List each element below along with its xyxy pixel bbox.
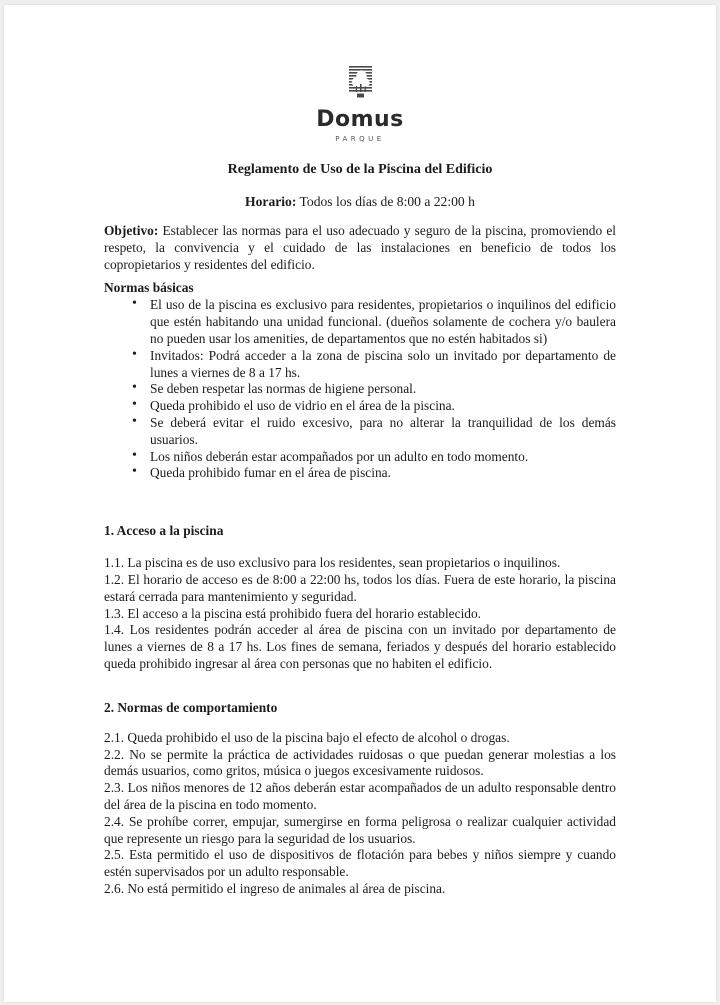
domus-logo-icon xyxy=(349,66,372,99)
bullet-text: Queda prohibido fumar en el área de piscina. xyxy=(150,465,391,481)
document-page xyxy=(4,5,716,1002)
numbered-item: 1.4. Los residentes podrán acceder al área de piscina con un invitado por departamento de lunes a viernes de 8 a 17 hs. Los fines de semana, feriados y después del horario establecido queda prohibido ingresar al área con personas que no habiten el edificio. xyxy=(104,622,616,671)
numbered-item: 1.1. La piscina es de uso exclusivo para los residentes, sean propietarios o inquilinos. xyxy=(104,555,561,571)
numbered-item: 2.4. Se prohíbe correr, empujar, sumergirse en forma peligrosa o realizar cualquier actividad que represente un riesgo para la seguridad de los usuarios. xyxy=(104,813,616,846)
numbered-item: 1.2. El horario de acceso es de 8:00 a 22:00 hs, todos los días. Fuera de este horario, la piscina estará cerrada para mantenimiento y seguridad. xyxy=(104,571,616,604)
numbered-item: 2.3. Los niños menores de 12 años deberán estar acompañados de un adulto responsable dentro del área de la piscina en todo momento. xyxy=(104,780,616,812)
bullet-text: Los niños deberán estar acompañados por un adulto en todo momento. xyxy=(150,448,529,464)
numbered-item: 2.6. No está permitido el ingreso de animales al área de piscina. xyxy=(104,880,446,896)
bullet-item xyxy=(104,449,616,466)
bullet-icon: • xyxy=(132,296,137,312)
numbered-item: 2.1. Queda prohibido el uso de la piscina bajo el efecto de alcohol o drogas. xyxy=(104,729,510,745)
numbered-item: 2.5. Esta permitido el uso de dispositivos de flotación para bebes y niños siempre y cuando estén supervisados por un adulto responsable. xyxy=(104,847,616,880)
bullet-icon: • xyxy=(132,464,137,480)
bullet-text: Queda prohibido el uso de vidrio en el área de la piscina. xyxy=(150,398,455,414)
basic-rules-heading: Normas básicas xyxy=(104,280,194,296)
letterhead xyxy=(4,5,716,144)
bullet-icon: • xyxy=(132,346,137,362)
document-body xyxy=(104,223,616,898)
schedule-text: Todos los días de 8:00 a 22:00 h xyxy=(299,194,475,209)
section-2-body xyxy=(104,730,616,898)
bullet-text: Invitados: Podrá acceder a la zona de piscina solo un invitado por departamento de lunes a viernes de 8 a 17 hs. xyxy=(150,347,616,380)
numbered-item: 2.2. No se permite la práctica de actividades ruidosas o que puedan generar molestias a los demás usuarios, como gritos, música o juegos excesivamente ruidosos. xyxy=(104,746,616,779)
bullet-icon: • xyxy=(132,380,137,396)
brand-wordmark: Domus xyxy=(316,107,404,132)
bullet-item xyxy=(104,381,616,398)
bullet-icon: • xyxy=(132,447,137,463)
bullet-item xyxy=(104,415,616,449)
objective-text: Establecer las normas para el uso adecuado y seguro de la piscina, promoviendo el respeto, la convivencia y el cuidado de las instalaciones en beneficio de todos los copropietarios y residentes del edificio. xyxy=(104,223,616,272)
bullet-item xyxy=(104,348,616,382)
basic-rules-list xyxy=(104,297,616,482)
section-2-heading: 2. Normas de comportamiento xyxy=(104,699,278,715)
bullet-text: Se deben respetar las normas de higiene personal. xyxy=(150,381,417,397)
bullet-item xyxy=(104,297,616,347)
brand-subtitle: PARQUE xyxy=(335,135,385,143)
bullet-text: Se deberá evitar el ruido excesivo, para no alterar la tranquilidad de los demás usuarios. xyxy=(150,414,616,447)
bullet-icon: • xyxy=(132,397,137,413)
objective-label: Objetivo: xyxy=(104,223,159,238)
bullet-icon: • xyxy=(132,413,137,429)
objective-paragraph xyxy=(104,223,616,273)
schedule-label: Horario: xyxy=(245,194,297,209)
schedule-line xyxy=(4,193,716,210)
document-title: Reglamento de Uso de la Piscina del Edificio xyxy=(227,162,493,177)
section-1-body xyxy=(104,555,616,673)
section-1-heading: 1. Acceso a la piscina xyxy=(104,523,224,539)
bullet-item xyxy=(104,465,616,482)
bullet-item xyxy=(104,398,616,415)
numbered-item: 1.3. El acceso a la piscina está prohibido fuera del horario establecido. xyxy=(104,605,482,621)
bullet-text: El uso de la piscina es exclusivo para residentes, propietarios o inquilinos del edificio que estén habitando una unidad funcional. (dueños solamente de cochera y/o baulera no pueden usar los amenities, de departamentos que no estén habitados si) xyxy=(150,297,616,346)
